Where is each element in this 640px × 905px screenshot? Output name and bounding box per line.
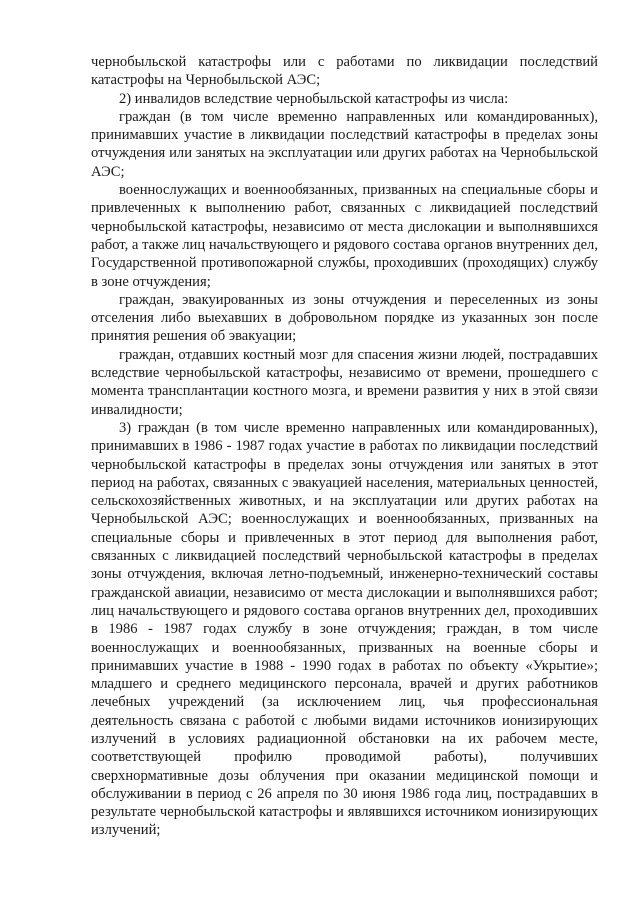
paragraph-continuation: чернобыльской катастрофы или с работами по ликвидации последствий катастрофы на Чернобыльской АЭС;: [91, 54, 598, 89]
paragraph-item-2: 2) инвалидов вследствие чернобыльской катастрофы из числа:: [119, 90, 509, 107]
paragraph-bone-marrow-donors: граждан, отдавших костный мозг для спасения жизни людей, пострадавших вследствие чернобыльской катастрофы, независимо от времени, прошедшего с момента трансплантации костного мозга, и времени развития у них в этой связи инвалидности;: [91, 346, 598, 418]
paragraph-military-servicemen: военнослужащих и военнообязанных, призванных на специальные сборы и привлеченных к выполнению работ, связанных с ликвидацией последствий чернобыльской катастрофы, независимо от места дислокации и выполнявшихся работ, а также лиц начальствующего и рядового состава органов внутренних дел, Государственной противопожарной службы, проходивших (проходящих) службу в зоне отчуждения;: [91, 182, 598, 290]
paragraph-item-3: 3) граждан (в том числе временно направленных или командированных), принимавших в 1986 - 1987 годах участие в работах по ликвидации последствий чернобыльской катастрофы в пределах зоны отчуждения или занятых в этот период на работах, связанных с эвакуацией населения, материальных ценностей, сельскохозяйственных животных, и на эксплуатации или других работах на Чернобыльской АЭС; военнослужащих и военнообязанных, призванных на специальные сборы и привлеченных в этот период для выполнения работ, связанных с ликвидацией последствий чернобыльской катастрофы в пределах зоны отчуждения, включая летно-подъемный, инженерно-технический составы гражданской авиации, независимо от места дислокации и выполнявшихся работ; лиц начальствующего и рядового состава органов внутренних дел, проходивших в 1986 - 1987 годах службу в зоне отчуждения; граждан, в том числе военнослужащих и военнообязанных, призванных на военные сборы и принимавших участие в 1988 - 1990 годах в работах по объекту «Укрытие»; младшего и среднего медицинского персонала, врачей и других работников лечебных учреждений (за исключением лиц, чья профессиональная деятельность связана с работой с любыми видами источников ионизирующих излучений в условиях радиационной обстановки на их рабочем месте, соответствующей профилю проводимой работы), получивших сверхнормативные дозы облучения при оказании медицинской помощи и обслуживании в период с 26 апреля по 30 июня 1986 года лиц, пострадавших в результате чернобыльской катастрофы и являвшихся источником ионизирующих излучений;: [91, 419, 598, 839]
paragraph-citizens-liquidation: граждан (в том числе временно направленных или командированных), принимавших участие в ликвидации последствий катастрофы в пределах зоны отчуждения или занятых на эксплуатации или других работах на Чернобыльской АЭС;: [91, 108, 598, 180]
paragraph-evacuated-citizens: граждан, эвакуированных из зоны отчуждения и переселенных из зоны отселения либо выехавших в добровольном порядке из указанных зон после принятия решения об эвакуации;: [91, 291, 598, 345]
document-body: [91, 53, 598, 840]
